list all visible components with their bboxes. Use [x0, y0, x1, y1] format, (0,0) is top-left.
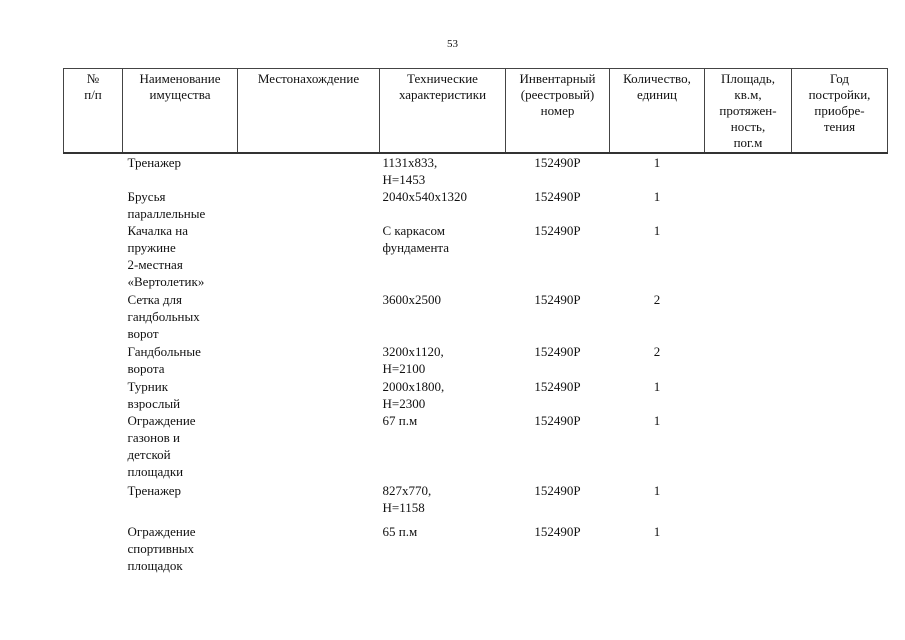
cell-specs: 3600x2500	[382, 292, 441, 307]
cell-location	[238, 291, 380, 343]
cell-inventory: 152490Р	[534, 155, 581, 170]
cell-year	[792, 222, 888, 291]
cell-quantity: 2	[653, 344, 661, 359]
cell-name: Ограждение газонов и детской площадки	[127, 413, 196, 479]
cell-location	[238, 412, 380, 482]
cell-name: Сетка для гандбольных ворот	[127, 292, 200, 341]
table-row	[64, 153, 888, 188]
header-num: № п/п	[64, 69, 123, 154]
cell-year	[792, 482, 888, 523]
cell-year	[792, 291, 888, 343]
cell-num	[64, 153, 123, 188]
cell-quantity: 2	[653, 292, 661, 307]
property-table	[63, 68, 888, 575]
cell-area	[705, 188, 792, 222]
table-row	[64, 378, 888, 412]
cell-num	[64, 188, 123, 222]
header-specs: Технические характеристики	[380, 69, 506, 154]
cell-inventory: 152490Р	[534, 379, 581, 394]
cell-num	[64, 343, 123, 378]
cell-quantity: 1	[653, 413, 661, 428]
table-row	[64, 222, 888, 291]
cell-num	[64, 291, 123, 343]
cell-year	[792, 523, 888, 575]
cell-specs: С каркасом фундамента	[382, 223, 450, 255]
cell-inventory: 152490Р	[534, 344, 581, 359]
cell-name: Гандбольные ворота	[127, 344, 201, 376]
header-area: Площадь, кв.м, протяжен- ность, пог.м	[705, 69, 792, 154]
cell-area	[705, 291, 792, 343]
cell-name: Качалка на пружине 2-местная «Вертолетик»	[127, 223, 205, 289]
cell-location	[238, 378, 380, 412]
cell-specs: 1131x833, Н=1453	[382, 155, 438, 187]
cell-specs: 3200x1120, Н=2100	[382, 344, 444, 376]
cell-inventory: 152490Р	[534, 413, 581, 428]
cell-inventory: 152490Р	[534, 292, 581, 307]
cell-quantity: 1	[653, 223, 661, 238]
cell-inventory: 152490Р	[534, 524, 581, 539]
header-quantity: Количество, единиц	[610, 69, 705, 154]
cell-num	[64, 378, 123, 412]
cell-quantity: 1	[653, 379, 661, 394]
cell-year	[792, 412, 888, 482]
cell-inventory: 152490Р	[534, 189, 581, 204]
cell-location	[238, 222, 380, 291]
cell-num	[64, 523, 123, 575]
header-year: Год постройки, приобре- тения	[792, 69, 888, 154]
table-header	[64, 69, 888, 154]
table-body	[64, 153, 888, 575]
cell-inventory: 152490Р	[534, 223, 581, 238]
table-row	[64, 188, 888, 222]
cell-year	[792, 378, 888, 412]
cell-num	[64, 482, 123, 523]
cell-specs: 65 п.м	[382, 524, 418, 539]
table-row	[64, 482, 888, 523]
cell-area	[705, 482, 792, 523]
cell-specs: 2000x1800, Н=2300	[382, 379, 445, 411]
table-row	[64, 343, 888, 378]
header-location: Местонахождение	[238, 69, 380, 154]
cell-area	[705, 412, 792, 482]
cell-name: Тренажер	[127, 483, 182, 498]
cell-quantity: 1	[653, 155, 661, 170]
cell-specs: 827x770, Н=1158	[382, 483, 432, 515]
page-number: 53	[447, 38, 458, 50]
cell-area	[705, 153, 792, 188]
table-row	[64, 412, 888, 482]
header-name: Наименование имущества	[123, 69, 238, 154]
cell-year	[792, 343, 888, 378]
cell-area	[705, 222, 792, 291]
cell-num	[64, 222, 123, 291]
cell-location	[238, 482, 380, 523]
cell-location	[238, 153, 380, 188]
header-inventory: Инвентарный (реестровый) номер	[506, 69, 610, 154]
cell-name: Тренажер	[127, 155, 182, 170]
cell-area	[705, 343, 792, 378]
cell-quantity: 1	[653, 524, 661, 539]
cell-inventory: 152490Р	[534, 483, 581, 498]
table-row	[64, 523, 888, 575]
cell-name: Ограждение спортивных площадок	[127, 524, 196, 573]
cell-year	[792, 153, 888, 188]
cell-name: Брусья параллельные	[127, 189, 206, 221]
cell-name: Турник взрослый	[127, 379, 181, 411]
cell-year	[792, 188, 888, 222]
cell-location	[238, 188, 380, 222]
cell-specs: 2040x540x1320	[382, 189, 467, 204]
cell-location	[238, 523, 380, 575]
cell-area	[705, 378, 792, 412]
cell-area	[705, 523, 792, 575]
cell-quantity: 1	[653, 189, 661, 204]
table-row	[64, 291, 888, 343]
cell-num	[64, 412, 123, 482]
cell-quantity: 1	[653, 483, 661, 498]
cell-specs: 67 п.м	[382, 413, 418, 428]
cell-location	[238, 343, 380, 378]
